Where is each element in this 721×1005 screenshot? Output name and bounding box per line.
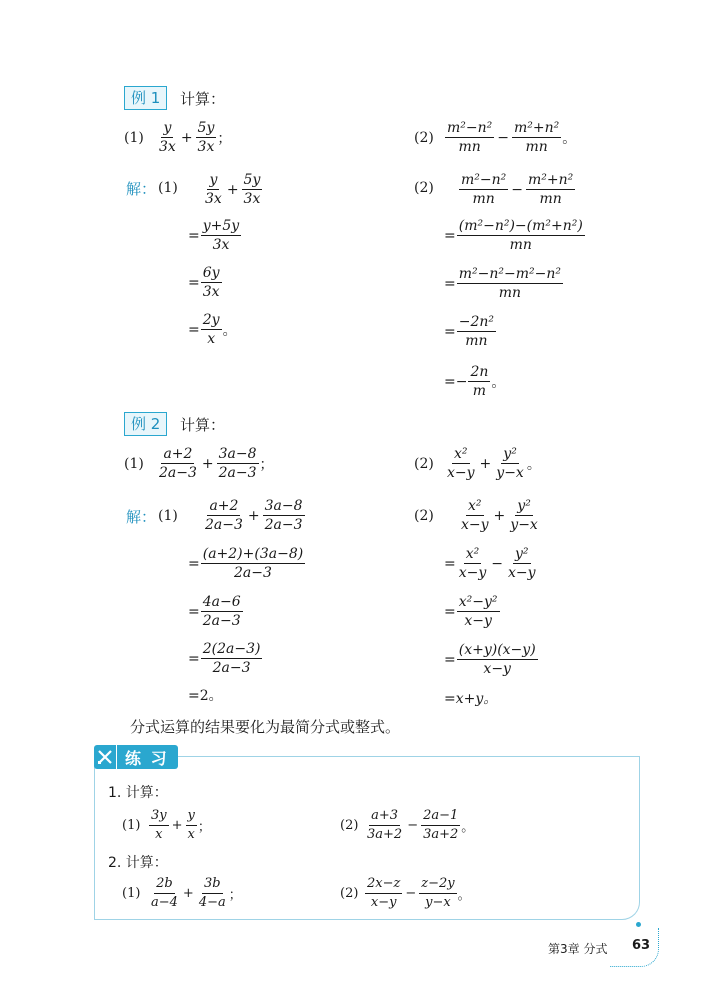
fraction-numerator: 2(2a−3) <box>202 641 261 657</box>
example-2-badge: 例 2 <box>124 412 167 436</box>
example-2-solution-2-line-3: = $\frac{(x+y)(x-y)}{x-y}$ <box>444 642 536 677</box>
fraction-numerator: 2y <box>202 312 220 328</box>
fraction-denominator: 2a−3 <box>234 565 272 581</box>
example-1-solution-1-line-0: $\frac{y}{3x}$ + $\frac{5y}{3x}$ <box>205 172 261 207</box>
practice-2-1: $\frac{2b}{a-4}$ + $\frac{3b}{4-a}$ ； <box>151 876 242 910</box>
punctuation: 。 <box>562 130 577 147</box>
fraction-numerator: 2b <box>154 876 175 894</box>
fraction-numerator: 6y <box>202 265 220 281</box>
fraction-numerator: 3y <box>149 808 169 826</box>
solution-1-number: (1) <box>158 508 178 524</box>
fraction-denominator: mn <box>525 139 548 155</box>
practice-1-1: $\frac{3y}{x}$ + $\frac{y}{x}$ ； <box>151 808 211 842</box>
example-1-label: 计算： <box>180 90 226 108</box>
fraction-denominator: 3x <box>205 191 222 207</box>
problem-2-number: (2) <box>414 130 434 146</box>
example-2-label: 计算： <box>180 416 226 434</box>
example-1-problem-1: $\frac{y}{3x}$ + $\frac{5y}{3x}$ ； <box>159 120 232 155</box>
example-2-solution-1-line-1: = $\frac{(a+2)+(3a-8)}{2a-3}$ <box>188 546 304 581</box>
example-2-solution-2-final: =x+y。 <box>444 691 498 707</box>
problem-2-number: (2) <box>414 456 434 472</box>
fraction-numerator: 2n <box>470 364 489 380</box>
note-text: 分式运算的结果要化为最简分式或整式。 <box>130 718 401 736</box>
punctuation: 。 <box>526 456 541 473</box>
fraction-denominator: 3a+2 <box>367 827 403 842</box>
fraction-numerator: 3b <box>202 876 223 894</box>
punctuation: 。 <box>457 888 471 903</box>
punctuation: ； <box>259 456 274 473</box>
example-1-solution-2-line-4: = − $\frac{2n}{m}$ 。 <box>444 364 506 399</box>
fraction-denominator: 3x <box>243 191 261 207</box>
fraction-numerator: 2a−1 <box>421 808 460 826</box>
fraction-numerator: y+5y <box>202 218 240 234</box>
fraction-denominator: mn <box>539 191 562 207</box>
fraction-numerator: (x+y)(x−y) <box>458 642 536 658</box>
example-2-solution-2-line-0: $\frac{\text{x²}}{x-y}$ + $\frac{\text{y²}}{y-x}$ <box>461 498 538 533</box>
fraction-denominator: m <box>472 383 487 399</box>
fraction-denominator: x−y <box>483 661 511 677</box>
question-1-label: 1. 计算： <box>108 785 168 801</box>
fraction-numerator: a+3 <box>369 808 400 826</box>
fraction-denominator: x <box>187 827 195 842</box>
fraction-denominator: x−y <box>370 895 397 910</box>
fraction-numerator: m²−n²−m²−n² <box>458 266 561 282</box>
fraction-denominator: y−x <box>510 517 538 533</box>
fraction-denominator: x <box>207 331 216 347</box>
fraction-numerator: (m²−n²)−(m²+n²) <box>458 218 583 234</box>
fraction-numerator: −2n² <box>458 314 495 330</box>
fraction-numerator: y <box>163 120 172 136</box>
fraction-denominator: y−x <box>496 465 524 481</box>
example-2-problem-1: $\frac{a+2}{2a-3}$ + $\frac{3a-8}{2a-3}$ ； <box>159 446 274 481</box>
example-1-solution-1-line-3: = $\frac{2y}{x}$ 。 <box>188 312 237 347</box>
example-1-solution-2-line-1: = $\frac{\text{(m²−n²)−(m²+n²)}}{mn}$ <box>444 218 583 253</box>
solution-label: 解： <box>126 508 157 526</box>
fraction-denominator: 2a−3 <box>264 517 303 533</box>
example-2-solution-1-line-3: = $\frac{2(2a-3)}{2a-3}$ <box>188 641 261 676</box>
fraction-numerator: 4a−6 <box>202 594 241 610</box>
fraction-denominator: y−x <box>425 895 451 910</box>
fraction-denominator: 2a−3 <box>212 660 251 676</box>
solution-2-number: (2) <box>414 180 434 196</box>
fraction-numerator: (a+2)+(3a−8) <box>202 546 304 562</box>
fraction-numerator: 3a−8 <box>264 498 303 514</box>
fraction-numerator: m²−n² <box>447 120 493 136</box>
punctuation: ； <box>228 888 242 903</box>
fraction-numerator: a+2 <box>209 498 239 514</box>
fraction-denominator: x−y <box>461 517 489 533</box>
fraction-numerator: m²−n² <box>461 172 507 188</box>
example-1-solution-2-line-2: = $\frac{\text{m²−n²−m²−n²}}{mn}$ <box>444 266 561 301</box>
example-2-solution-1-line-0: $\frac{a+2}{2a-3}$ + $\frac{3a-8}{2a-3}$ <box>205 498 303 533</box>
fraction-numerator: y² <box>515 546 529 562</box>
solution-2-number: (2) <box>414 508 434 524</box>
q1b-number: (2) <box>340 818 359 833</box>
punctuation: 。 <box>491 374 506 391</box>
punctuation: ； <box>217 130 232 147</box>
problem-1-number: (1) <box>124 130 144 146</box>
fraction-numerator: y <box>186 808 197 826</box>
fraction-numerator: m²+n² <box>513 120 560 136</box>
practice-title: 练 习 <box>125 748 169 768</box>
example-1-badge: 例 1 <box>124 86 167 110</box>
punctuation: 。 <box>222 322 237 339</box>
practice-header <box>94 745 178 769</box>
pencil-ruler-icon <box>94 745 117 769</box>
example-1-problem-2: $\frac{\text{m²−n²}}{mn}$ − $\frac{\text{m²+n²}}{mn}$ 。 <box>447 120 577 155</box>
example-2-solution-1-final: =2。 <box>188 688 223 704</box>
example-1-solution-1-line-1: = $\frac{y+5y}{3x}$ <box>188 218 240 253</box>
example-1-solution-1-line-2: = $\frac{6y}{3x}$ <box>188 265 220 300</box>
fraction-denominator: mn <box>458 139 481 155</box>
fraction-denominator: x−y <box>508 565 536 581</box>
example-1-solution-2-line-3: = $\frac{\text{−2n²}}{mn}$ <box>444 314 495 349</box>
fraction-numerator: a+2 <box>163 446 193 462</box>
fraction-denominator: 2a−3 <box>205 517 243 533</box>
fraction-denominator: x−y <box>447 465 475 481</box>
example-2-solution-2-line-2: = $\frac{\text{x²−y²}}{x-y}$ <box>444 594 498 629</box>
q1a-number: (1) <box>122 818 141 833</box>
fraction-numerator: m²+n² <box>527 172 574 188</box>
fraction-numerator: x²−y² <box>458 594 498 610</box>
practice-2-2: $\frac{2x-z}{x-y}$ − $\frac{z-2y}{y-x}$ 。 <box>367 876 471 910</box>
example-1-solution-2-line-0: $\frac{\text{m²−n²}}{mn}$ − $\frac{\text{m²+n²}}{mn}$ <box>461 172 574 207</box>
q2b-number: (2) <box>340 886 359 901</box>
fraction-denominator: mn <box>472 191 495 207</box>
fraction-numerator: 5y <box>197 120 215 136</box>
fraction-numerator: x² <box>468 498 482 514</box>
question-2-label: 2. 计算： <box>108 855 168 871</box>
fraction-denominator: mn <box>498 285 521 301</box>
example-2-solution-2-line-1: = $\frac{\text{x²}}{x-y}$ − $\frac{\text{y²}}{x-y}$ <box>444 546 536 581</box>
footer-dot-icon <box>636 922 641 927</box>
fraction-denominator: 3x <box>212 237 230 253</box>
fraction-denominator: mn <box>465 333 488 349</box>
fraction-numerator: x² <box>454 446 468 462</box>
punctuation: 。 <box>461 820 475 835</box>
fraction-denominator: x−y <box>458 565 487 581</box>
fraction-numerator: z−2y <box>419 876 456 894</box>
example-2-problem-2: $\frac{\text{x²}}{x-y}$ + $\frac{\text{y²}}{y-x}$ 。 <box>447 446 541 481</box>
solution-label: 解： <box>126 180 157 198</box>
fraction-numerator: 2x−z <box>365 876 402 894</box>
fraction-numerator: 3a−8 <box>218 446 257 462</box>
solution-1-number: (1) <box>158 180 178 196</box>
fraction-numerator: y² <box>503 446 517 462</box>
fraction-denominator: 4−a <box>198 895 226 910</box>
fraction-denominator: x−y <box>464 613 492 629</box>
fraction-denominator: 2a−3 <box>159 465 197 481</box>
problem-1-number: (1) <box>124 456 144 472</box>
fraction-denominator: 3x <box>159 139 176 155</box>
minus-sign: − <box>455 373 468 390</box>
fraction-numerator: y² <box>517 498 531 514</box>
fraction-numerator: x² <box>465 546 480 562</box>
practice-1-2: $\frac{a+3}{3a+2}$ − $\frac{2a-1}{3a+2}$ 。 <box>367 808 475 842</box>
punctuation: ； <box>197 820 211 835</box>
fraction-denominator: 3a+2 <box>423 827 459 842</box>
q2a-number: (1) <box>122 886 141 901</box>
fraction-denominator: 2a−3 <box>202 613 241 629</box>
fraction-numerator: 5y <box>243 172 261 188</box>
page-number: 63 <box>632 938 651 953</box>
fraction-denominator: 3x <box>202 284 220 300</box>
fraction-denominator: x <box>155 827 163 842</box>
fraction-denominator: 3x <box>197 139 215 155</box>
chapter-label: 第3章 分式 <box>548 942 608 956</box>
example-2-solution-1-line-2: = $\frac{4a-6}{2a-3}$ <box>188 594 241 629</box>
fraction-denominator: mn <box>509 237 532 253</box>
fraction-numerator: y <box>209 172 218 188</box>
fraction-denominator: a−4 <box>151 895 178 910</box>
fraction-denominator: 2a−3 <box>218 465 257 481</box>
